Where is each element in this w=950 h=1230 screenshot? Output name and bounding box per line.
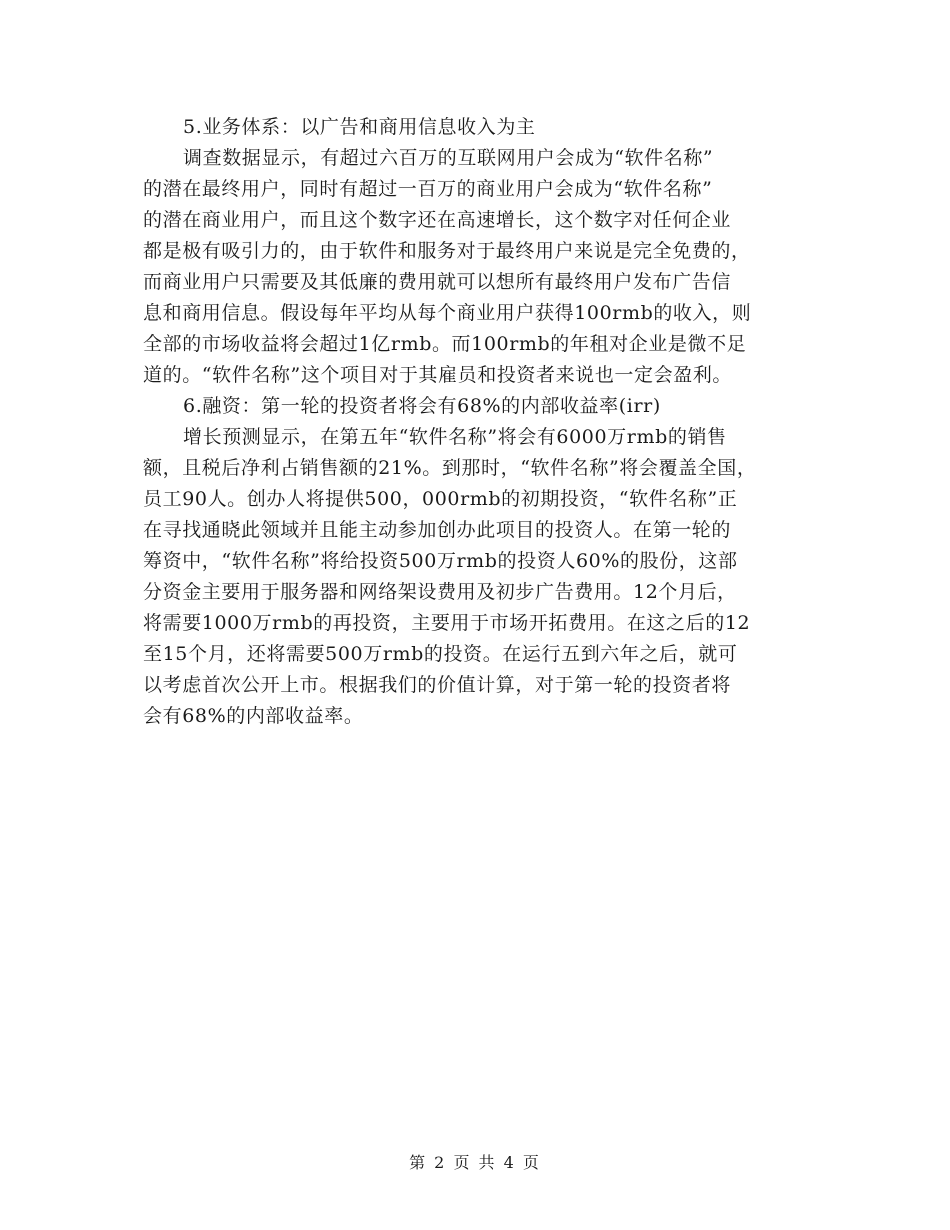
paragraph-line: 的潜在商业用户，而且这个数字还在高速增长，这个数字对任何企业 — [143, 209, 732, 231]
section-5-heading: 5.业务体系：以广告和商用信息收入为主 — [183, 116, 536, 138]
paragraph-line: 筹资中，“软件名称”将给投资500万rmb的投资人60%的股份，这部 — [143, 550, 738, 572]
paragraph-line: 分资金主要用于服务器和网络架设费用及初步广告费用。12个月后， — [143, 581, 737, 603]
paragraph-line: 将需要1000万rmb的再投资，主要用于市场开拓费用。在这之后的12 — [143, 612, 751, 634]
document-body — [143, 112, 833, 732]
paragraph-line: 的潜在最终用户，同时有超过一百万的商业用户会成为“软件名称” — [143, 178, 713, 200]
paragraph-line: 都是极有吸引力的，由于软件和服务对于最终用户来说是完全免费的， — [143, 240, 751, 262]
paragraph-line: 而商业用户只需要及其低廉的费用就可以想所有最终用户发布广告信 — [143, 271, 732, 293]
paragraph-line: 息和商用信息。假设每年平均从每个商业用户获得100rmb的收入，则 — [143, 302, 752, 324]
paragraph-line: 道的。“软件名称”这个项目对于其雇员和投资者来说也一定会盈利。 — [143, 364, 733, 386]
page-number-footer: 第 2 页 共 4 页 — [409, 1153, 541, 1172]
paragraph-line: 全部的市场收益将会超过1亿rmb。而100rmb的年租对企业是微不足 — [143, 333, 747, 355]
paragraph-line: 员工90人。创办人将提供500，000rmb的初期投资，“软件名称”正 — [143, 488, 738, 510]
paragraph-line: 调查数据显示，有超过六百万的互联网用户会成为“软件名称” — [183, 147, 714, 169]
paragraph-line: 在寻找通晓此领域并且能主动参加创办此项目的投资人。在第一轮的 — [143, 519, 732, 541]
paragraph-line: 以考虑首次公开上市。根据我们的价值计算，对于第一轮的投资者将 — [143, 674, 732, 696]
paragraph-line: 至15个月，还将需要500万rmb的投资。在运行五到六年之后，就可 — [143, 643, 738, 665]
section-6-heading: 6.融资：第一轮的投资者将会有68%的内部收益率(irr) — [183, 395, 661, 417]
paragraph-line: 额，且税后净利占销售额的21%。到那时，“软件名称”将会覆盖全国， — [143, 457, 757, 479]
paragraph-line: 会有68%的内部收益率。 — [143, 705, 364, 727]
paragraph-line: 增长预测显示，在第五年“软件名称”将会有6000万rmb的销售 — [183, 426, 727, 448]
